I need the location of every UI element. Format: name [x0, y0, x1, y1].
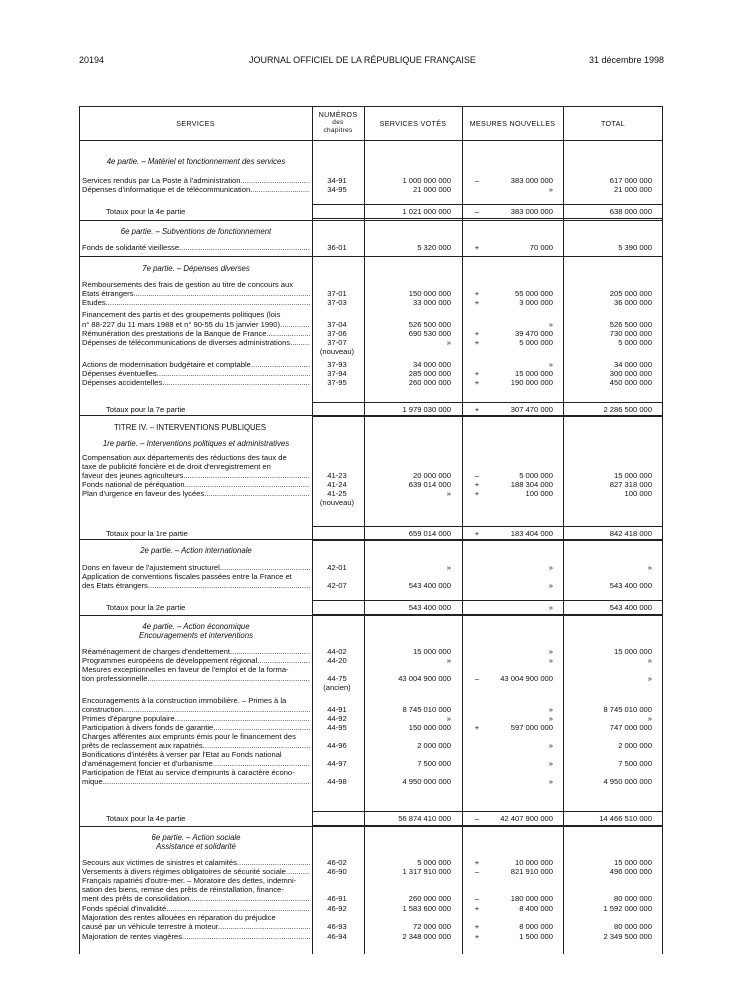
table-row	[79, 581, 663, 591]
row-label: Dépenses d'informatique et de télécommunication .....	[82, 185, 310, 195]
table-row	[79, 378, 663, 388]
row-label: Remboursements des frais de gestion au titre de concours aux	[82, 280, 294, 289]
sign: +	[474, 298, 480, 307]
chapter-number: 37-94	[327, 369, 347, 378]
page-header	[79, 55, 664, 69]
services-votes-value: 690 530 000	[408, 329, 451, 338]
chapter-number: 37-95	[327, 378, 347, 387]
services-votes-value: 639 014 000	[408, 480, 451, 489]
table-row	[79, 777, 663, 787]
services-votes-value: »	[446, 338, 451, 347]
chapter-number: 41-25	[327, 489, 347, 498]
sign: +	[474, 858, 480, 867]
sign: –	[474, 814, 480, 823]
sign: +	[474, 480, 480, 489]
total-value: »	[647, 563, 652, 572]
services-votes-value: 285 000 000	[408, 369, 451, 378]
mesures-nouvelles-value: »	[548, 759, 553, 768]
total-value: 2 000 000	[618, 741, 652, 750]
row-label: Services rendus par La Poste à l'administration .....	[82, 176, 310, 186]
mesures-nouvelles-value: 183 404 000	[510, 529, 553, 538]
section-heading: TITRE IV. – INTERVENTIONS PUBLIQUES	[114, 423, 267, 432]
sign: –	[474, 894, 480, 903]
chapter-number: 36-01	[327, 243, 347, 252]
total-value: 80 000 000	[613, 894, 652, 903]
section-heading: 1re partie. – Interventions politiques et administratives	[102, 439, 290, 448]
sign: –	[474, 207, 480, 216]
mesures-nouvelles-value: »	[548, 360, 553, 369]
row-label: Compensation aux départements des réductions des taux de	[82, 453, 287, 462]
row-label: Primes d'épargne populaire .....	[82, 714, 310, 724]
total-rule	[313, 204, 663, 205]
services-votes-value: 5 320 000	[417, 243, 451, 252]
row-label: Dons en faveur de l'ajustement structurel .....	[82, 563, 310, 573]
chapter-number: 37-93	[327, 360, 347, 369]
row-label: Totaux pour la 4e partie	[106, 207, 186, 216]
chapter-number: 46-92	[327, 904, 347, 913]
chapter-number: 44-20	[327, 656, 347, 665]
chapter-number: 42-01	[327, 563, 347, 572]
total-row	[79, 405, 663, 415]
row-label: tion professionnelle .....	[82, 674, 310, 684]
mesures-nouvelles-value: »	[548, 320, 553, 329]
chapter-number: 37-03	[327, 298, 347, 307]
mesures-nouvelles-value: »	[548, 647, 553, 656]
chapter-number: 46-90	[327, 867, 347, 876]
chapter-number: 37-06	[327, 329, 347, 338]
mesures-nouvelles-value: »	[548, 581, 553, 590]
row-label: Totaux pour la 2e partie	[106, 603, 186, 612]
chapter-number: 42-07	[327, 581, 347, 590]
row-label: Dépenses accidentelles .....	[82, 378, 310, 388]
chapter-number: 37-04	[327, 320, 347, 329]
mesures-nouvelles-value: 42 407 900 000	[500, 814, 553, 823]
total-value: 543 400 000	[609, 603, 652, 612]
sign: +	[474, 932, 480, 941]
total-value: 36 000 000	[613, 298, 652, 307]
services-votes-value: 43 004 900 000	[398, 674, 451, 683]
services-votes-value: 1 979 030 000	[402, 405, 451, 414]
row-label: Bonifications d'intérêts à verser par l'Etat au Fonds national	[82, 750, 282, 759]
sign: +	[474, 489, 480, 498]
total-row	[79, 814, 663, 824]
total-value: 80 000 000	[613, 922, 652, 931]
chapter-number: 44-98	[327, 777, 347, 786]
row-label: taxe de publicité foncière et de droit d'enregistrement en	[82, 462, 271, 471]
section-rule	[79, 615, 663, 616]
row-label: Etats étrangers .....	[82, 289, 310, 299]
chapter-number: 46-94	[327, 932, 347, 941]
row-label: Application de conventions fiscales passées entre la France et	[82, 572, 292, 581]
total-value: 21 000 000	[613, 185, 652, 194]
services-votes-value: 1 021 000 000	[402, 207, 451, 216]
table-row	[79, 310, 663, 320]
total-row	[79, 207, 663, 217]
services-votes-value: »	[446, 656, 451, 665]
services-votes-value: »	[446, 714, 451, 723]
total-value: 300 000 000	[609, 369, 652, 378]
mesures-nouvelles-value: 15 000 000	[514, 369, 553, 378]
total-value: 842 418 000	[609, 529, 652, 538]
chapter-number: 44-91	[327, 705, 347, 714]
total-value: 5 390 000	[618, 243, 652, 252]
sign: +	[474, 329, 480, 338]
chapter-number: 41-24	[327, 480, 347, 489]
row-label: construction .....	[82, 705, 310, 715]
row-label: Versements à divers régimes obligatoires de sécurité sociale .....	[82, 867, 310, 877]
services-votes-value: 150 000 000	[408, 289, 451, 298]
mesures-nouvelles-value: 190 000 000	[510, 378, 553, 387]
services-votes-value: 1 583 600 000	[402, 904, 451, 913]
services-votes-value: 260 000 000	[408, 378, 451, 387]
services-votes-value: 1 317 910 000	[402, 867, 451, 876]
total-rule	[313, 416, 663, 417]
services-votes-value: 1 000 000 000	[402, 176, 451, 185]
total-rule	[313, 540, 663, 541]
services-votes-value: 4 950 000 000	[402, 777, 451, 786]
row-label: Programmes européens de développement régional .....	[82, 656, 310, 666]
chapter-number: 37-07	[327, 338, 347, 347]
section-rule	[79, 256, 663, 257]
mesures-nouvelles-value: 188 304 000	[510, 480, 553, 489]
services-votes-value: 260 000 000	[408, 894, 451, 903]
total-value: 4 950 000 000	[603, 777, 652, 786]
section-heading: 7e partie. – Dépenses diverses	[142, 264, 250, 273]
chapter-number: (nouveau)	[319, 347, 355, 356]
row-label: Français rapatriés d'outre-mer. – Moratoire des dettes, indemni-	[82, 876, 297, 885]
sign: +	[474, 723, 480, 732]
mesures-nouvelles-value: »	[548, 563, 553, 572]
row-label: Participation de l'Etat au service d'emprunts à caractère écono-	[82, 768, 295, 777]
section-heading: 4e partie. – Matériel et fonctionnement des services	[106, 157, 286, 166]
row-label: Fonds national de péréquation .....	[82, 480, 310, 490]
sign: +	[474, 922, 480, 931]
row-label: faveur des jeunes agriculteurs .....	[82, 471, 310, 481]
row-label: Etudes .....	[82, 298, 310, 308]
services-votes-value: »	[446, 563, 451, 572]
total-value: »	[647, 674, 652, 683]
row-label: Secours aux victimes de sinistres et calamités .....	[82, 858, 310, 868]
total-value: 14 466 510 000	[599, 814, 652, 823]
services-votes-value: 543 400 000	[408, 603, 451, 612]
total-value: »	[647, 714, 652, 723]
table-row	[79, 298, 663, 308]
mesures-nouvelles-value: »	[548, 777, 553, 786]
chapter-number: 46-93	[327, 922, 347, 931]
section-heading: Assistance et solidarité	[156, 842, 236, 851]
mesures-nouvelles-value: 8 000 000	[519, 922, 553, 931]
col-chapitres-label: chapitres	[323, 127, 353, 134]
row-label: Réaménagement de charges d'endettement .....	[82, 647, 310, 657]
col-services-votes: SERVICES VOTÉS	[379, 119, 447, 128]
chapter-number: 44-92	[327, 714, 347, 723]
col-total: TOTAL	[601, 119, 625, 128]
sign: +	[474, 243, 480, 252]
services-votes-value: 7 500 000	[417, 759, 451, 768]
row-label: Majoration des rentes allouées en réparation du préjudice	[82, 913, 276, 922]
mesures-nouvelles-value: 55 000 000	[514, 289, 553, 298]
total-value: 5 000 000	[618, 338, 652, 347]
mesures-nouvelles-value: 100 000	[525, 489, 553, 498]
chapter-number: 46-91	[327, 894, 347, 903]
mesures-nouvelles-value: »	[548, 741, 553, 750]
total-value: »	[647, 656, 652, 665]
total-row	[79, 529, 663, 539]
row-label: Encouragements à la construction immobilière. – Primes à la	[82, 696, 287, 705]
chapter-number: 46-02	[327, 858, 347, 867]
total-value: 7 500 000	[618, 759, 652, 768]
services-votes-value: 2 348 000 000	[402, 932, 451, 941]
mesures-nouvelles-value: 383 000 000	[510, 176, 553, 185]
table-row	[79, 894, 663, 904]
total-value: 617 000 000	[609, 176, 652, 185]
services-votes-value: 8 745 010 000	[402, 705, 451, 714]
row-label: Participation à divers fonds de garantie .....	[82, 723, 310, 733]
total-value: 496 000 000	[609, 867, 652, 876]
row-label: Totaux pour la 7e partie	[106, 405, 186, 414]
row-label: Plan d'urgence en faveur des lycées .....	[82, 489, 310, 499]
mesures-nouvelles-value: 5 000 000	[519, 471, 553, 480]
chapter-number: 41-23	[327, 471, 347, 480]
services-votes-value: 5 000 000	[417, 858, 451, 867]
row-label: Actions de modernisation budgétaire et comptable .....	[82, 360, 310, 370]
row-label: Totaux pour la 1re partie	[106, 529, 188, 538]
mesures-nouvelles-value: »	[548, 714, 553, 723]
section-heading: 2e partie. – Action internationale	[140, 546, 252, 555]
services-votes-value: 659 014 000	[408, 529, 451, 538]
total-rule	[313, 811, 663, 812]
total-value: 827 318 000	[609, 480, 652, 489]
total-value: 730 000 000	[609, 329, 652, 338]
sign: +	[474, 904, 480, 913]
mesures-nouvelles-value: 70 000	[529, 243, 553, 252]
row-label: Dépenses de télécommunications de diverses administrations .....	[82, 338, 310, 348]
mesures-nouvelles-value: »	[548, 603, 553, 612]
mesures-nouvelles-value: 43 004 900 000	[500, 674, 553, 683]
services-votes-value: 20 000 000	[412, 471, 451, 480]
sign: –	[474, 867, 480, 876]
services-votes-value: 72 000 000	[412, 922, 451, 931]
mesures-nouvelles-value: 10 000 000	[514, 858, 553, 867]
sign: –	[474, 471, 480, 480]
table-row	[79, 922, 663, 932]
mesures-nouvelles-value: »	[548, 656, 553, 665]
publication-date: 31 décembre 1998	[588, 55, 664, 65]
page-number: 20194	[79, 55, 105, 65]
total-value: 543 400 000	[609, 581, 652, 590]
sign: –	[474, 176, 480, 185]
header-rule	[79, 140, 663, 141]
total-rule	[313, 218, 663, 219]
sign: +	[474, 529, 480, 538]
section-rule	[79, 415, 663, 416]
row-label: sation des biens, remise des prêts de réinstallation, finance-	[82, 885, 284, 894]
sign: +	[474, 378, 480, 387]
row-label: Totaux pour la 4e partie	[106, 814, 186, 823]
table-row	[79, 683, 663, 693]
section-heading: 6e partie. – Subventions de fonctionnement	[120, 227, 272, 236]
row-label: Dépenses éventuelles .....	[82, 369, 310, 379]
mesures-nouvelles-value: 383 000 000	[510, 207, 553, 216]
total-value: 15 000 000	[613, 647, 652, 656]
total-value: 638 000 000	[609, 207, 652, 216]
total-value: 15 000 000	[613, 471, 652, 480]
mesures-nouvelles-value: 597 000 000	[510, 723, 553, 732]
table-row	[79, 347, 663, 357]
chapter-number: (ancien)	[323, 683, 351, 692]
row-label: ment des prêts de consolidation .....	[82, 894, 310, 904]
services-votes-value: 15 000 000	[412, 647, 451, 656]
row-label: Fonds de solidarité vieillesse .....	[82, 243, 310, 253]
total-rule	[313, 526, 663, 527]
chapter-number: 34-95	[327, 185, 347, 194]
row-label: mique .....	[82, 777, 310, 787]
row-label: Charges afférentes aux emprunts émis pour le financement des	[82, 732, 296, 741]
col-numeros-label: NUMÉROS	[318, 110, 358, 119]
services-votes-value: 21 000 000	[412, 185, 451, 194]
mesures-nouvelles-value: 3 000 000	[519, 298, 553, 307]
mesures-nouvelles-value: 5 000 000	[519, 338, 553, 347]
services-votes-value: 150 000 000	[408, 723, 451, 732]
total-value: 2 349 500 000	[603, 932, 652, 941]
chapter-number: 44-95	[327, 723, 347, 732]
chapter-number: 34-91	[327, 176, 347, 185]
row-label: Mesures exceptionnelles en faveur de l'emploi et de la forma-	[82, 665, 289, 674]
total-value: 205 000 000	[609, 289, 652, 298]
mesures-nouvelles-value: 39 470 000	[514, 329, 553, 338]
row-label: causé par un véhicule terrestre à moteur .....	[82, 922, 310, 932]
chapter-number: (nouveau)	[319, 498, 355, 507]
row-label: Majoration de rentes viagères .....	[82, 932, 310, 942]
chapter-number: 44-96	[327, 741, 347, 750]
row-label: d'aménagement foncier et d'urbanisme .....	[82, 759, 310, 769]
chapter-number: 37-01	[327, 289, 347, 298]
services-votes-value: 526 500 000	[408, 320, 451, 329]
sign: +	[474, 289, 480, 298]
total-value: 100 000	[624, 489, 652, 498]
services-votes-value: »	[446, 489, 451, 498]
section-heading: 4e partie. – Action économique	[142, 622, 250, 631]
col-des-label: des	[332, 119, 344, 126]
section-rule	[79, 826, 663, 827]
total-value: 747 000 000	[609, 723, 652, 732]
mesures-nouvelles-value: 8 400 000	[519, 904, 553, 913]
services-votes-value: 34 000 000	[412, 360, 451, 369]
row-label: des Etats étrangers .....	[82, 581, 310, 591]
col-chapitres	[312, 111, 364, 135]
mesures-nouvelles-value: »	[548, 185, 553, 194]
total-value: 34 000 000	[613, 360, 652, 369]
table-row	[79, 185, 663, 195]
chapter-number: 44-97	[327, 759, 347, 768]
section-rule	[79, 220, 663, 221]
total-value: 2 286 500 000	[603, 405, 652, 414]
mesures-nouvelles-value: 1 500 000	[519, 932, 553, 941]
section-heading: 6e partie. – Action sociale	[151, 833, 241, 842]
col-services: SERVICES	[176, 119, 215, 128]
row-label: prêts de reclassement aux rapatriés .....	[82, 741, 310, 751]
total-value: 8 745 010 000	[603, 705, 652, 714]
total-value: 526 500 000	[609, 320, 652, 329]
row-label: Rémunération des prestations de la Banque de France .....	[82, 329, 310, 339]
sign: +	[474, 405, 480, 414]
chapter-number: 44-02	[327, 647, 347, 656]
total-value: 1 592 000 000	[603, 904, 652, 913]
services-votes-value: 33 000 000	[412, 298, 451, 307]
mesures-nouvelles-value: 821 910 000	[510, 867, 553, 876]
services-votes-value: 543 400 000	[408, 581, 451, 590]
services-votes-value: 56 874 410 000	[398, 814, 451, 823]
row-label: Financement des partis et des groupements politiques (lois	[82, 310, 281, 319]
mesures-nouvelles-value: »	[548, 705, 553, 714]
total-rule	[313, 402, 663, 403]
total-rule	[313, 600, 663, 601]
sign: –	[474, 674, 480, 683]
mesures-nouvelles-value: 180 000 000	[510, 894, 553, 903]
row-label: n° 88-227 du 11 mars 1988 et n° 90-55 du 15 janvier 1990) .....	[82, 320, 310, 330]
journal-title: JOURNAL OFFICIEL DE LA RÉPUBLIQUE FRANÇAISE	[249, 55, 476, 65]
sign: +	[474, 369, 480, 378]
mesures-nouvelles-value: 307 470 000	[510, 405, 553, 414]
col-mesures-nouvelles: MESURES NOUVELLES	[469, 119, 556, 128]
total-value: 450 000 000	[609, 378, 652, 387]
table-row	[79, 243, 663, 253]
table-row	[79, 932, 663, 942]
section-heading: Encouragements et interventions	[139, 631, 253, 640]
total-row	[79, 603, 663, 613]
sign: +	[474, 338, 480, 347]
section-rule	[79, 539, 663, 540]
services-votes-value: 2 000 000	[417, 741, 451, 750]
chapter-number: 44-75	[327, 674, 347, 683]
table-row	[79, 498, 663, 508]
row-label: Fonds spécial d'invalidité .....	[82, 904, 310, 914]
total-value: 15 000 000	[613, 858, 652, 867]
